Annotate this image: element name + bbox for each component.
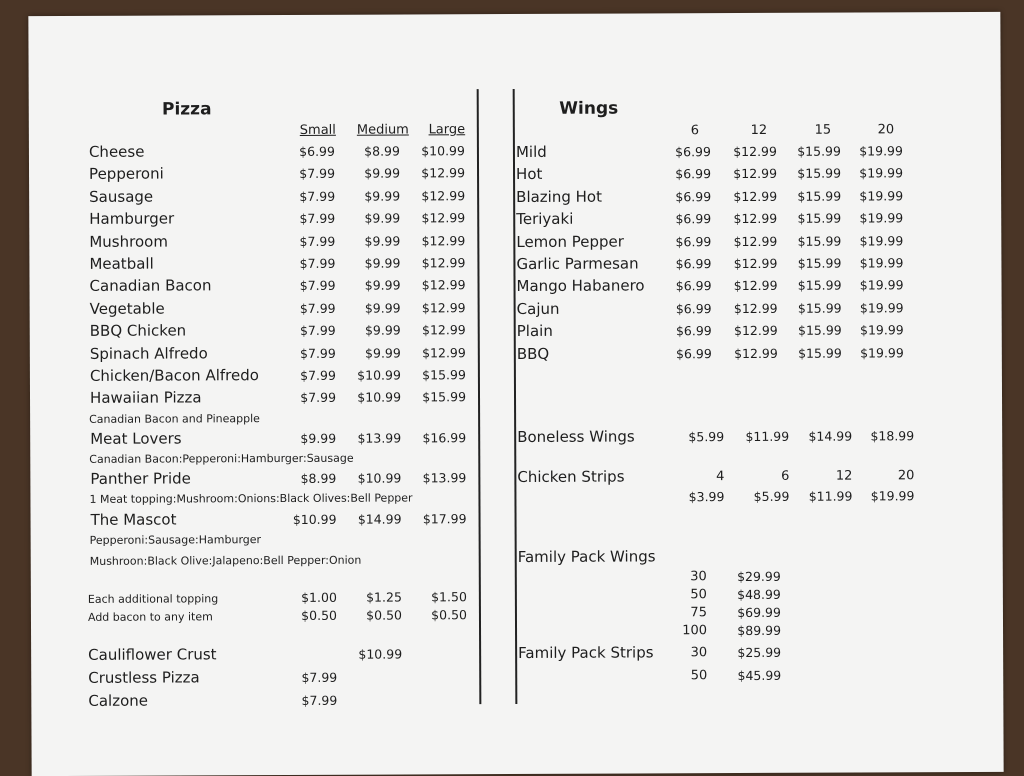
wings-section-title: Wings	[559, 98, 619, 119]
boneless-name: Boneless Wings	[517, 427, 635, 446]
specialty-price: $16.99	[422, 430, 467, 446]
pizza-item-name: BBQ Chicken	[89, 321, 187, 341]
family-price: $69.99	[737, 604, 781, 621]
pizza-price: $10.99	[421, 143, 465, 159]
pizza-price: $9.99	[364, 300, 401, 316]
family-price: $89.99	[737, 622, 782, 639]
wing-price: $12.99	[733, 278, 778, 294]
pizza-section-title: Pizza	[161, 99, 212, 120]
pizza-price: $12.99	[421, 232, 466, 249]
strips-price: $5.99	[753, 488, 790, 504]
pizza-price: $7.99	[299, 210, 336, 227]
pizza-price: $7.99	[299, 300, 336, 316]
pizza-item-name: Spinach Alfredo	[89, 343, 208, 363]
wing-price: $15.99	[797, 255, 842, 271]
boneless-price: $5.99	[688, 429, 725, 445]
wing-count-header: 20	[877, 122, 895, 138]
wing-price: $19.99	[859, 165, 904, 181]
item-description: Canadian Bacon:Pepperoni:Hamburger:Sausage	[89, 451, 354, 466]
pizza-price: $12.99	[421, 322, 466, 338]
wing-count-header: 12	[750, 122, 768, 138]
wing-price: $12.99	[733, 188, 778, 204]
pizza-price: $7.99	[299, 322, 336, 339]
family-strips-name: Family Pack Strips	[518, 643, 654, 662]
pizza-price: $9.99	[364, 165, 401, 182]
family-wings-name: Family Pack Wings	[517, 547, 656, 566]
wing-price: $15.99	[797, 210, 842, 226]
pizza-item-name: Sausage	[89, 187, 154, 206]
wing-flavor-name: Plain	[516, 322, 553, 341]
strips-price: $19.99	[870, 488, 915, 504]
pizza-price: $12.99	[421, 188, 466, 204]
pizza-item-name: Hawaiian Pizza	[89, 388, 202, 408]
pizza-price: $9.99	[364, 322, 401, 338]
wing-flavor-name: Mango Habanero	[516, 276, 645, 296]
specialty-name: Meat Lovers	[90, 429, 182, 448]
wing-price: $19.99	[859, 277, 904, 293]
wing-price: $15.99	[797, 165, 842, 182]
family-count: 30	[690, 645, 708, 661]
other-item-name: Cauliflower Crust	[88, 645, 217, 664]
strips-count: 20	[897, 468, 915, 484]
menu-sheet	[28, 12, 1003, 776]
wing-price: $19.99	[859, 210, 904, 226]
pizza-price: $9.99	[364, 255, 401, 271]
column-divider-left	[477, 89, 481, 704]
wing-price: $6.99	[675, 144, 711, 160]
pizza-price: $6.99	[299, 143, 335, 159]
wing-price: $19.99	[859, 143, 903, 159]
pizza-price: $9.99	[364, 188, 401, 204]
wing-price: $6.99	[675, 233, 712, 249]
other-item-price: $10.99	[358, 646, 403, 662]
wing-price: $6.99	[675, 211, 712, 227]
pizza-item-name: Meatball	[89, 254, 154, 273]
wing-flavor-name: Lemon Pepper	[516, 232, 624, 251]
boneless-price: $14.99	[808, 428, 853, 444]
wing-price: $19.99	[859, 188, 904, 204]
other-item-price: $7.99	[301, 692, 338, 708]
wing-flavor-name: Teriyaki	[516, 209, 574, 229]
wing-price: $6.99	[675, 345, 712, 361]
specialty-price: $13.99	[422, 470, 467, 486]
extra-price: $0.50	[431, 607, 467, 623]
wing-price: $12.99	[733, 143, 777, 160]
other-item-name: Crustless Pizza	[88, 668, 200, 687]
wing-price: $12.99	[733, 166, 778, 182]
wing-price: $19.99	[859, 322, 904, 338]
family-price: $48.99	[737, 586, 781, 603]
family-count: 50	[690, 668, 708, 684]
specialty-price: $8.99	[300, 470, 337, 486]
pizza-price: $12.99	[421, 210, 466, 226]
wing-flavor-name: Hot	[516, 165, 543, 184]
wing-price: $6.99	[675, 323, 712, 339]
wing-flavor-name: Cajun	[516, 299, 560, 318]
extra-name: Each additional topping	[87, 592, 219, 606]
extra-price: $0.50	[366, 607, 402, 623]
wing-price: $6.99	[675, 256, 712, 272]
wing-price: $19.99	[859, 232, 904, 249]
pizza-price: $7.99	[300, 367, 336, 383]
pizza-price: $12.99	[421, 300, 466, 316]
pizza-item-name: Pepperoni	[88, 164, 164, 184]
pizza-price: $12.99	[421, 165, 466, 181]
wing-price: $6.99	[675, 278, 712, 294]
extra-price: $0.50	[301, 607, 337, 623]
wing-price: $15.99	[797, 277, 842, 294]
wing-price: $15.99	[797, 322, 842, 338]
item-description: Pepperoni:Sausage:Hamburger	[89, 533, 262, 547]
size-header: Small	[299, 122, 336, 138]
pizza-price: $7.99	[299, 233, 336, 249]
specialty-price: $10.99	[292, 511, 337, 527]
wing-price: $12.99	[733, 211, 778, 227]
strips-price: $3.99	[688, 489, 725, 505]
pizza-item-name: Canadian Bacon	[89, 276, 212, 296]
strips-name: Chicken Strips	[517, 467, 625, 486]
size-header: Medium	[356, 122, 409, 138]
wing-count-header: 15	[814, 122, 832, 138]
item-description: 1 Meat topping:Mushroom:Onions:Black Olives:Bell Pepper	[89, 491, 413, 506]
pizza-price: $12.99	[421, 255, 466, 271]
wing-flavor-name: BBQ	[516, 344, 550, 363]
wing-price: $12.99	[733, 233, 778, 249]
pizza-item-name: Hamburger	[89, 209, 175, 229]
boneless-price: $11.99	[745, 428, 790, 444]
pizza-price: $7.99	[299, 188, 336, 204]
wing-flavor-name: Blazing Hot	[516, 187, 603, 206]
specialty-name: Panther Pride	[90, 469, 191, 488]
specialty-price: $10.99	[357, 470, 402, 486]
family-price: $45.99	[737, 667, 782, 684]
family-price: $29.99	[737, 568, 781, 585]
wing-price: $6.99	[675, 300, 712, 317]
wing-price: $19.99	[859, 300, 904, 316]
wing-price: $6.99	[675, 166, 712, 182]
wing-price: $6.99	[675, 188, 712, 205]
family-count: 100	[682, 623, 708, 639]
strips-count: 6	[781, 468, 790, 484]
wing-flavor-name: Mild	[515, 142, 547, 161]
other-item-name: Calzone	[88, 691, 148, 710]
wing-price: $12.99	[733, 255, 778, 272]
pizza-price: $12.99	[422, 344, 466, 361]
pizza-item-name: Vegetable	[89, 299, 165, 318]
pizza-price: $8.99	[364, 143, 400, 159]
family-price: $25.99	[737, 644, 782, 661]
item-description: Canadian Bacon and Pineapple	[89, 412, 260, 426]
wing-price: $15.99	[797, 300, 842, 316]
pizza-price: $15.99	[422, 367, 466, 383]
pizza-price: $7.99	[299, 278, 336, 294]
extra-price: $1.00	[301, 589, 337, 605]
strips-price: $11.99	[808, 488, 853, 504]
pizza-price: $7.99	[299, 166, 336, 182]
item-description: Mushroon:Black Olive:Jalapeno:Bell Pepper:Onion	[89, 553, 362, 568]
specialty-price: $17.99	[422, 511, 467, 527]
pizza-price: $12.99	[421, 277, 466, 293]
pizza-price: $9.99	[364, 210, 401, 226]
extra-price: $1.25	[366, 589, 402, 605]
pizza-price: $10.99	[357, 389, 402, 406]
pizza-price: $7.99	[299, 255, 336, 271]
wing-price: $19.99	[859, 255, 904, 271]
wing-price: $15.99	[797, 233, 842, 249]
boneless-price: $18.99	[870, 428, 915, 444]
family-count: 75	[690, 605, 707, 621]
pizza-price: $7.99	[300, 390, 337, 406]
pizza-price: $9.99	[364, 277, 401, 294]
specialty-price: $13.99	[357, 430, 402, 446]
specialty-price: $9.99	[300, 430, 337, 446]
wing-price: $12.99	[733, 323, 778, 339]
specialty-name: The Mascot	[90, 510, 177, 529]
specialty-price: $14.99	[357, 511, 402, 527]
family-count: 30	[690, 569, 707, 585]
extra-name: Add bacon to any item	[87, 610, 213, 624]
wing-price: $19.99	[860, 344, 904, 361]
wing-price: $12.99	[734, 345, 778, 361]
pizza-item-name: Chicken/Bacon Alfredo	[89, 366, 259, 385]
pizza-price: $7.99	[299, 345, 336, 361]
size-header: Large	[428, 122, 466, 138]
pizza-price: $10.99	[357, 367, 401, 383]
wing-price: $12.99	[733, 300, 778, 316]
wing-price: $15.99	[798, 345, 842, 361]
pizza-price: $9.99	[364, 345, 401, 361]
pizza-price: $9.99	[364, 233, 401, 249]
wing-flavor-name: Garlic Parmesan	[516, 254, 639, 273]
wing-count-header: 6	[690, 123, 700, 139]
strips-count: 4	[716, 469, 725, 485]
strips-count: 12	[835, 468, 853, 484]
wing-price: $15.99	[797, 188, 842, 204]
family-count: 50	[690, 587, 707, 603]
wing-price: $15.99	[797, 143, 841, 159]
other-item-price: $7.99	[301, 669, 338, 685]
pizza-item-name: Cheese	[88, 142, 145, 161]
pizza-price: $15.99	[422, 389, 467, 405]
extra-price: $1.50	[431, 589, 467, 605]
pizza-item-name: Mushroom	[89, 232, 168, 251]
